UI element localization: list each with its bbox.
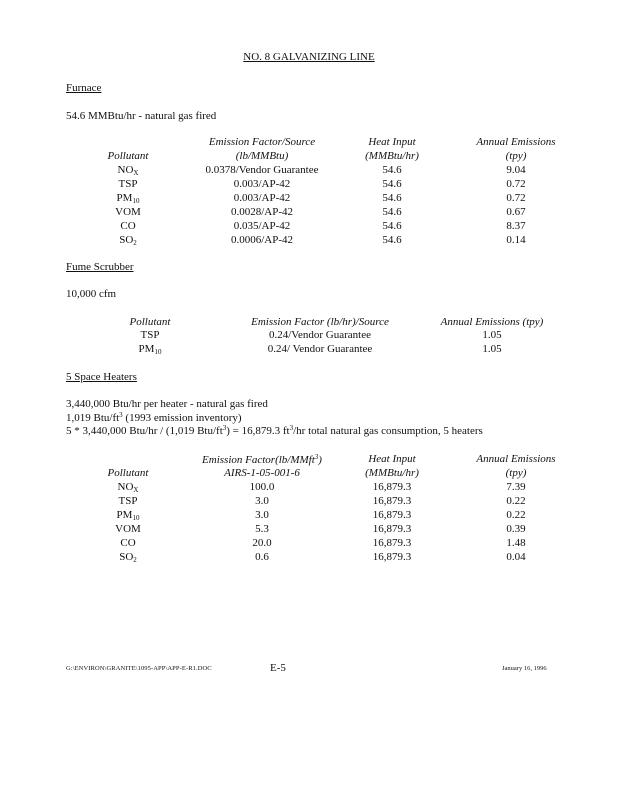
pollutant-cell: TSP [118, 178, 138, 190]
ef-cell: 0.0028/AP-42 [230, 206, 294, 218]
table-row [0, 481, 618, 495]
ef-cell: 20.0 [252, 537, 272, 549]
heaters-ef-units: AIRS-1-05-001-6 [224, 467, 300, 479]
pollutant-cell: TSP [140, 329, 160, 341]
footer-file-path: G:\ENVIRON\GRANITE\1095-APP\APP-E-R1.DOC [66, 665, 212, 672]
ae-cell: 0.67 [506, 206, 526, 218]
scrubber-heading: Fume Scrubber [66, 261, 134, 273]
ae-cell: 1.48 [506, 537, 526, 549]
heaters-hi-header: Heat Input [368, 453, 416, 465]
table-row [0, 343, 618, 357]
hi-cell: 16,879.3 [372, 537, 412, 549]
furnace-ae-units: (tpy) [505, 150, 527, 162]
ae-cell: 0.72 [506, 192, 526, 204]
ae-cell: 0.22 [506, 509, 526, 521]
ae-cell: 0.72 [506, 178, 526, 190]
furnace-ae-header: Annual Emissions [476, 136, 556, 148]
table-row [0, 164, 618, 178]
ef-cell: 0.24/Vendor Guarantee [268, 329, 372, 341]
ae-cell: 8.37 [506, 220, 526, 232]
ef-cell: 0.0006/AP-42 [230, 234, 294, 246]
ae-cell: 0.14 [506, 234, 526, 246]
hi-cell: 54.6 [382, 206, 402, 218]
scrubber-ef-header: Emission Factor (lb/hr)/Source [251, 316, 389, 328]
hi-cell: 54.6 [382, 234, 402, 246]
ef-cell: 5.3 [255, 523, 269, 535]
pollutant-cell: VOM [115, 523, 141, 535]
pollutant-cell: $PM_{10}$ [116, 509, 140, 522]
scrubber-pollutant-header: Pollutant [129, 316, 171, 328]
ef-cell: 0.6 [255, 551, 269, 563]
table-row [0, 220, 618, 234]
ef-cell: 0.0378/Vendor Guarantee [205, 164, 319, 176]
page-title: NO. 8 GALVANIZING LINE [243, 51, 375, 63]
heaters-heading: 5 Space Heaters [66, 371, 137, 383]
ae-cell: 7.39 [506, 481, 526, 493]
hi-cell: 16,879.3 [372, 551, 412, 563]
heaters-pollutant-header: Pollutant [107, 467, 149, 479]
ae-cell: 9.04 [506, 164, 526, 176]
ef-cell: 3.0 [255, 495, 269, 507]
ef-cell: 100.0 [249, 481, 275, 493]
hi-cell: 16,879.3 [372, 495, 412, 507]
ae-cell: 0.04 [506, 551, 526, 563]
ef-cell: 0.24/ Vendor Guarantee [267, 343, 373, 355]
pollutant-cell: $SO_2$ [119, 551, 137, 564]
scrubber-description: 10,000 cfm [66, 288, 117, 300]
ae-cell: 0.22 [506, 495, 526, 507]
heaters-line-2: 1,019 Btu/$ft^3$ (1993 emission inventory) [66, 411, 242, 424]
furnace-ef-units: (lb/MMBtu) [235, 150, 289, 162]
table-row [0, 509, 618, 523]
ae-cell: 1.05 [482, 329, 502, 341]
hi-cell: 54.6 [382, 220, 402, 232]
hi-cell: 54.6 [382, 164, 402, 176]
hi-cell: 16,879.3 [372, 523, 412, 535]
furnace-hi-header: Heat Input [368, 136, 416, 148]
pollutant-cell: VOM [115, 206, 141, 218]
heaters-ae-units: (tpy) [505, 467, 527, 479]
ae-cell: 0.39 [506, 523, 526, 535]
hi-cell: 54.6 [382, 192, 402, 204]
pollutant-cell: $PM_{10}$ [138, 343, 162, 356]
pollutant-cell: $NO_X$ [117, 164, 139, 177]
hi-cell: 16,879.3 [372, 481, 412, 493]
footer-date: January 16, 1996 [502, 665, 547, 672]
pollutant-cell: $SO_2$ [119, 234, 137, 247]
heaters-line-1: 3,440,000 Btu/hr per heater - natural gas fired [66, 398, 268, 410]
table-row [0, 178, 618, 192]
heaters-ef-header: Emission Factor(lb/MMft$^3$) [202, 453, 322, 466]
heaters-line-3: 5 * 3,440,000 Btu/hr / (1,019 Btu/$ft^3) = 16,879.3$ $ft^3/hr$ total natural gas consumption, 5 heaters [66, 424, 483, 437]
heaters-hi-units: (MMBtu/hr) [365, 467, 419, 479]
ef-cell: 0.035/AP-42 [233, 220, 291, 232]
pollutant-cell: CO [120, 220, 136, 232]
heaters-ae-header: Annual Emissions [476, 453, 556, 465]
table-row [0, 329, 618, 343]
table-row [0, 551, 618, 565]
pollutant-cell: $PM_{10}$ [116, 192, 140, 205]
ef-cell: 3.0 [255, 509, 269, 521]
table-row [0, 192, 618, 206]
pollutant-cell: CO [120, 537, 136, 549]
hi-cell: 16,879.3 [372, 509, 412, 521]
ef-cell: 0.003/AP-42 [233, 178, 291, 190]
table-row [0, 234, 618, 248]
furnace-description: 54.6 MMBtu/hr - natural gas fired [66, 110, 217, 122]
pollutant-cell: $NO_X$ [117, 481, 139, 494]
pollutant-cell: TSP [118, 495, 138, 507]
table-row [0, 495, 618, 509]
furnace-pollutant-header: Pollutant [107, 150, 149, 162]
table-row [0, 537, 618, 551]
hi-cell: 54.6 [382, 178, 402, 190]
furnace-ef-header: Emission Factor/Source [208, 136, 316, 148]
table-row [0, 206, 618, 220]
ae-cell: 1.05 [482, 343, 502, 355]
table-row [0, 523, 618, 537]
furnace-hi-units: (MMBtu/hr) [365, 150, 419, 162]
ef-cell: 0.003/AP-42 [233, 192, 291, 204]
scrubber-ae-header: Annual Emissions (tpy) [440, 316, 544, 328]
furnace-heading: Furnace [66, 82, 102, 94]
page-number: E-5 [270, 662, 286, 674]
